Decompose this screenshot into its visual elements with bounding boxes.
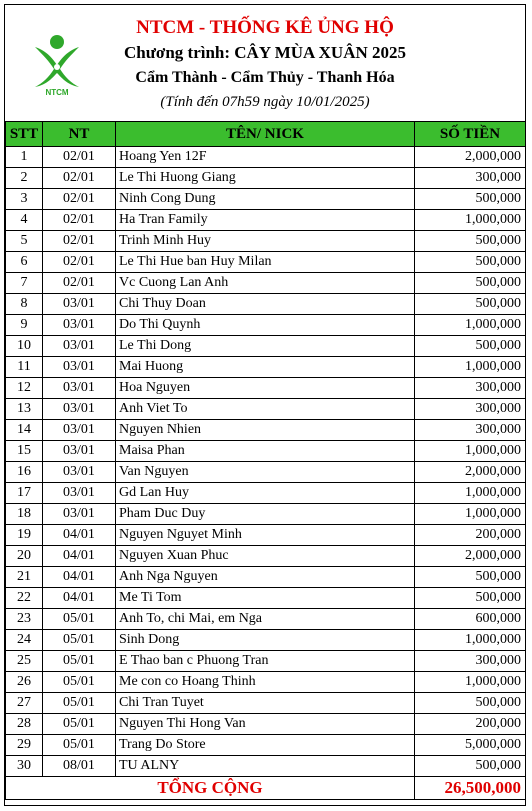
total-row xyxy=(6,777,526,800)
row-amount: 300,000 xyxy=(415,651,526,672)
table-row xyxy=(6,483,526,504)
table-row xyxy=(6,462,526,483)
row-amount: 500,000 xyxy=(415,756,526,777)
table-row xyxy=(6,756,526,777)
row-date: 05/01 xyxy=(43,609,116,630)
row-stt: 4 xyxy=(6,210,43,231)
table-row xyxy=(6,315,526,336)
row-stt: 21 xyxy=(6,567,43,588)
table-row xyxy=(6,651,526,672)
table-row xyxy=(6,735,526,756)
row-name: Le Thi Dong xyxy=(116,336,415,357)
row-name: Me Ti Tom xyxy=(116,588,415,609)
row-name: Van Nguyen xyxy=(116,462,415,483)
row-date: 05/01 xyxy=(43,672,116,693)
table-row xyxy=(6,504,526,525)
row-date: 03/01 xyxy=(43,483,116,504)
table-row xyxy=(6,672,526,693)
row-name: Maisa Phan xyxy=(116,441,415,462)
row-date: 05/01 xyxy=(43,651,116,672)
row-date: 08/01 xyxy=(43,756,116,777)
row-amount: 1,000,000 xyxy=(415,441,526,462)
row-date: 02/01 xyxy=(43,210,116,231)
row-name: Me con co Hoang Thinh xyxy=(116,672,415,693)
table-row xyxy=(6,210,526,231)
row-stt: 28 xyxy=(6,714,43,735)
table-row xyxy=(6,294,526,315)
title-block xyxy=(5,5,525,112)
row-stt: 8 xyxy=(6,294,43,315)
row-date: 03/01 xyxy=(43,504,116,525)
row-date: 03/01 xyxy=(43,378,116,399)
table-row xyxy=(6,567,526,588)
column-header-name: TÊN/ NICK xyxy=(116,122,415,147)
donation-table xyxy=(5,121,526,800)
table-row xyxy=(6,525,526,546)
row-date: 04/01 xyxy=(43,567,116,588)
row-stt: 22 xyxy=(6,588,43,609)
row-name: Nguyen Nguyet Minh xyxy=(116,525,415,546)
row-amount: 300,000 xyxy=(415,378,526,399)
row-stt: 15 xyxy=(6,441,43,462)
table-row xyxy=(6,189,526,210)
row-name: Nguyen Nhien xyxy=(116,420,415,441)
row-name: Anh To, chi Mai, em Nga xyxy=(116,609,415,630)
row-name: Nguyen Xuan Phuc xyxy=(116,546,415,567)
program-name: Chương trình: CÂY MÙA XUÂN 2025 xyxy=(123,43,407,62)
row-stt: 9 xyxy=(6,315,43,336)
row-stt: 1 xyxy=(6,147,43,168)
row-amount: 300,000 xyxy=(415,168,526,189)
location-line: Cẩm Thành - Cẩm Thủy - Thanh Hóa xyxy=(135,69,395,86)
row-name: Mai Huong xyxy=(116,357,415,378)
row-stt: 30 xyxy=(6,756,43,777)
row-date: 03/01 xyxy=(43,336,116,357)
row-amount: 1,000,000 xyxy=(415,504,526,525)
row-date: 03/01 xyxy=(43,420,116,441)
page-title: NTCM - THỐNG KÊ ỦNG HỘ xyxy=(136,17,394,38)
row-amount: 500,000 xyxy=(415,273,526,294)
row-date: 02/01 xyxy=(43,273,116,294)
row-date: 05/01 xyxy=(43,714,116,735)
table-row xyxy=(6,714,526,735)
row-date: 04/01 xyxy=(43,525,116,546)
row-date: 02/01 xyxy=(43,252,116,273)
logo-text: NTCM xyxy=(45,88,69,97)
row-stt: 7 xyxy=(6,273,43,294)
row-date: 02/01 xyxy=(43,147,116,168)
row-amount: 1,000,000 xyxy=(415,357,526,378)
row-stt: 19 xyxy=(6,525,43,546)
row-stt: 23 xyxy=(6,609,43,630)
row-stt: 6 xyxy=(6,252,43,273)
row-name: Nguyen Thi Hong Van xyxy=(116,714,415,735)
table-row xyxy=(6,399,526,420)
row-name: Chi Thuy Doan xyxy=(116,294,415,315)
table-row xyxy=(6,168,526,189)
table-row xyxy=(6,252,526,273)
row-amount: 500,000 xyxy=(415,588,526,609)
row-date: 05/01 xyxy=(43,630,116,651)
row-amount: 500,000 xyxy=(415,336,526,357)
row-amount: 500,000 xyxy=(415,294,526,315)
row-stt: 2 xyxy=(6,168,43,189)
table-row xyxy=(6,231,526,252)
row-amount: 600,000 xyxy=(415,609,526,630)
row-name: Hoa Nguyen xyxy=(116,378,415,399)
row-amount: 1,000,000 xyxy=(415,210,526,231)
row-amount: 5,000,000 xyxy=(415,735,526,756)
row-amount: 500,000 xyxy=(415,567,526,588)
row-amount: 1,000,000 xyxy=(415,315,526,336)
row-amount: 2,000,000 xyxy=(415,546,526,567)
row-stt: 14 xyxy=(6,420,43,441)
table-row xyxy=(6,273,526,294)
row-name: Trang Do Store xyxy=(116,735,415,756)
row-name: Pham Duc Duy xyxy=(116,504,415,525)
row-date: 03/01 xyxy=(43,315,116,336)
row-name: Gd Lan Huy xyxy=(116,483,415,504)
row-amount: 200,000 xyxy=(415,714,526,735)
row-stt: 5 xyxy=(6,231,43,252)
timestamp-note: (Tính đến 07h59 ngày 10/01/2025) xyxy=(160,94,370,110)
table-row xyxy=(6,546,526,567)
table-row xyxy=(6,420,526,441)
row-stt: 25 xyxy=(6,651,43,672)
row-date: 03/01 xyxy=(43,294,116,315)
table-row xyxy=(6,147,526,168)
column-header-stt: STT xyxy=(6,122,43,147)
row-name: Do Thi Quynh xyxy=(116,315,415,336)
row-amount: 2,000,000 xyxy=(415,462,526,483)
row-date: 02/01 xyxy=(43,189,116,210)
table-row xyxy=(6,588,526,609)
row-amount: 1,000,000 xyxy=(415,630,526,651)
row-name: Ninh Cong Dung xyxy=(116,189,415,210)
table-row xyxy=(6,609,526,630)
row-name: Le Thi Hue ban Huy Milan xyxy=(116,252,415,273)
table-row xyxy=(6,693,526,714)
table-header-row xyxy=(6,122,526,147)
row-amount: 500,000 xyxy=(415,189,526,210)
row-stt: 10 xyxy=(6,336,43,357)
row-stt: 24 xyxy=(6,630,43,651)
row-stt: 18 xyxy=(6,504,43,525)
column-header-amount: SỐ TIỀN xyxy=(415,122,526,147)
table-row xyxy=(6,357,526,378)
row-name: Ha Tran Family xyxy=(116,210,415,231)
table-row xyxy=(6,630,526,651)
row-name: Le Thi Huong Giang xyxy=(116,168,415,189)
row-amount: 2,000,000 xyxy=(415,147,526,168)
row-name: Sinh Dong xyxy=(116,630,415,651)
donation-sheet xyxy=(4,4,526,806)
row-amount: 200,000 xyxy=(415,525,526,546)
sheet-header xyxy=(5,5,525,121)
row-name: Anh Viet To xyxy=(116,399,415,420)
row-amount: 1,000,000 xyxy=(415,483,526,504)
row-stt: 13 xyxy=(6,399,43,420)
row-amount: 1,000,000 xyxy=(415,672,526,693)
row-name: Anh Nga Nguyen xyxy=(116,567,415,588)
row-stt: 20 xyxy=(6,546,43,567)
row-stt: 27 xyxy=(6,693,43,714)
row-amount: 500,000 xyxy=(415,252,526,273)
row-name: Trinh Minh Huy xyxy=(116,231,415,252)
row-stt: 12 xyxy=(6,378,43,399)
row-stt: 16 xyxy=(6,462,43,483)
row-date: 03/01 xyxy=(43,441,116,462)
row-date: 05/01 xyxy=(43,735,116,756)
total-amount: 26,500,000 xyxy=(415,777,526,800)
row-date: 05/01 xyxy=(43,693,116,714)
row-stt: 11 xyxy=(6,357,43,378)
row-amount: 500,000 xyxy=(415,693,526,714)
row-amount: 300,000 xyxy=(415,399,526,420)
total-label: TỔNG CỘNG xyxy=(6,777,415,800)
row-name: E Thao ban c Phuong Tran xyxy=(116,651,415,672)
row-name: Chi Tran Tuyet xyxy=(116,693,415,714)
row-date: 02/01 xyxy=(43,231,116,252)
row-stt: 29 xyxy=(6,735,43,756)
row-date: 03/01 xyxy=(43,399,116,420)
row-date: 03/01 xyxy=(43,462,116,483)
table-row xyxy=(6,336,526,357)
row-date: 04/01 xyxy=(43,588,116,609)
row-name: Vc Cuong Lan Anh xyxy=(116,273,415,294)
table-row xyxy=(6,378,526,399)
row-name: Hoang Yen 12F xyxy=(116,147,415,168)
row-stt: 3 xyxy=(6,189,43,210)
row-date: 03/01 xyxy=(43,357,116,378)
column-header-nt: NT xyxy=(43,122,116,147)
row-name: TU ALNY xyxy=(116,756,415,777)
table-body xyxy=(6,147,526,777)
row-amount: 300,000 xyxy=(415,420,526,441)
table-row xyxy=(6,441,526,462)
row-amount: 500,000 xyxy=(415,231,526,252)
row-date: 02/01 xyxy=(43,168,116,189)
row-stt: 17 xyxy=(6,483,43,504)
row-date: 04/01 xyxy=(43,546,116,567)
row-stt: 26 xyxy=(6,672,43,693)
